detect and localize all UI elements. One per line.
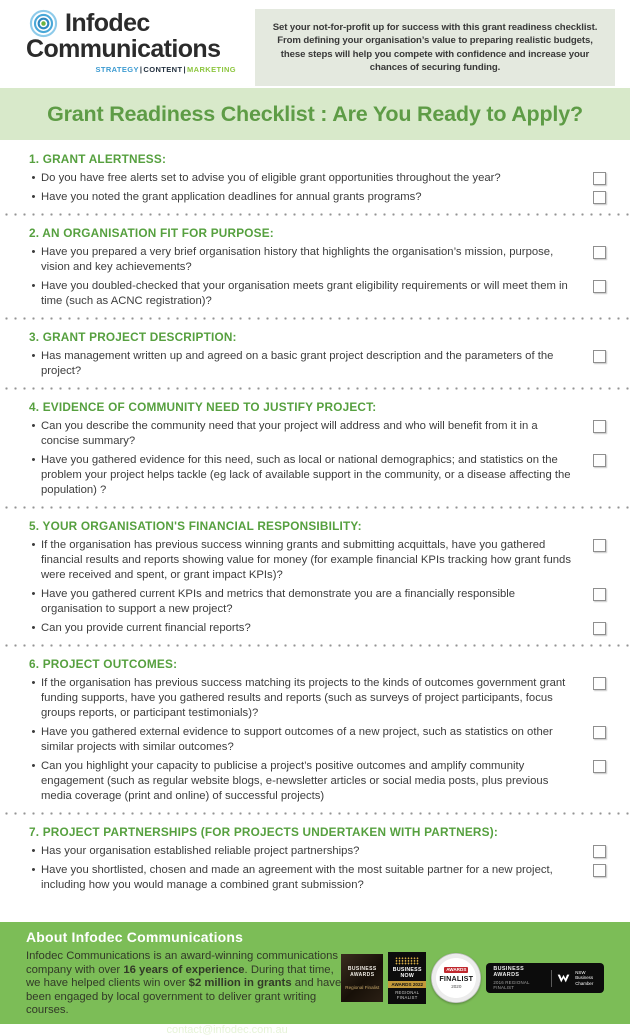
dotted-separator (0, 506, 630, 509)
award-badge-nsw-business-chamber (486, 963, 604, 993)
footer-row (26, 950, 604, 1018)
checklist-section (26, 330, 606, 379)
footer-body-segment: 16 years of experience (123, 963, 245, 976)
checklist-section (26, 519, 606, 636)
bullet-icon: • (31, 350, 36, 362)
bullet-icon: • (31, 172, 36, 184)
checklist-item (26, 171, 606, 186)
checklist-item (26, 676, 606, 721)
checklist-section (26, 657, 606, 804)
award-badge-regional-finalist (341, 954, 383, 1002)
badge-text-block (493, 966, 546, 990)
tagline-content: CONTENT (143, 65, 183, 74)
section-heading: 6. PROJECT OUTCOMES: (29, 657, 178, 671)
section-heading: 2. AN ORGANISATION FIT FOR PURPOSE: (29, 226, 274, 240)
bullet-icon: • (31, 588, 36, 600)
logo-row (26, 9, 238, 38)
section-heading: 5. YOUR ORGANISATION'S FINANCIAL RESPONSIBILITY: (29, 519, 362, 533)
checklist-item-text: Has your organisation established reliable project partnerships? (41, 845, 360, 857)
footer-body-segment: $2 million in grants (188, 977, 292, 989)
bullet-icon: • (31, 726, 36, 738)
checklist-item (26, 538, 606, 583)
badge-dots-decoration (395, 957, 419, 965)
checklist-item-text: Have you gathered current KPIs and metrics that demonstrate you are a financially responsible organisation to support a new project? (41, 588, 516, 615)
dotted-separator (0, 387, 630, 390)
badge-divider (551, 970, 552, 987)
bullet-icon: • (31, 677, 36, 689)
badge-title: BUSINESS NOW (392, 966, 422, 979)
bullet-icon: • (31, 420, 36, 432)
award-badge-business-now-2022 (388, 952, 426, 1004)
medal-tag: AWARDS (446, 967, 467, 973)
footer-body-segment: . During that time, we have helped clients win over (26, 963, 334, 989)
checklist-item (26, 190, 606, 205)
title-banner (0, 88, 630, 140)
checklist-item-text: Have you doubled-checked that your organisation meets grant eligibility requirements or will meet them in time (such as ACNC registration)? (41, 280, 568, 307)
bird-emblem-icon (557, 973, 570, 984)
section-heading: 3. GRANT PROJECT DESCRIPTION: (29, 330, 237, 344)
bullet-icon: • (31, 246, 36, 258)
checkbox[interactable] (593, 760, 606, 773)
checklist-item (26, 279, 606, 309)
checklist-item (26, 863, 606, 893)
checklist-item (26, 621, 606, 636)
footer-heading: About Infodec Communications (26, 929, 244, 945)
bullet-icon: • (31, 760, 36, 772)
bullet-icon: • (31, 454, 36, 466)
checklist-item-text: Have you noted the grant application deadlines for annual grants programs? (41, 191, 422, 203)
dotted-separator (0, 213, 630, 216)
footer-body-segment: and have been engaged by local government to deliver grant writing courses. (26, 977, 342, 1016)
checkbox[interactable] (593, 420, 606, 433)
badge-subtitle: REGIONAL FINALIST (395, 989, 420, 1000)
checklist-item-text: Have you gathered evidence for this need, such as local or national demographics; and statistics on the problem your project helps tackle (eg lack of available support in the community, or a disease affecting the population) ? (41, 454, 571, 496)
bullet-icon: • (31, 191, 36, 203)
intro-text: Set your not-for-profit up for success with this grant readiness checklist. From defining your organisation’s value to preparing realistic budgets, these steps will help you compete with confidence and increase your chances of securing funding. (272, 22, 598, 73)
checklist-item-text: Do you have free alerts set to advise you of eligible grant opportunities throughout the year? (41, 172, 501, 184)
logo-tagline (26, 65, 238, 74)
checklist-section (26, 152, 606, 205)
checkbox[interactable] (593, 864, 606, 877)
section-heading: 7. PROJECT PARTNERSHIPS (FOR PROJECTS UNDERTAKEN WITH PARTNERS): (29, 825, 498, 839)
checkbox[interactable] (593, 677, 606, 690)
checklist-item (26, 759, 606, 804)
checklist-item (26, 587, 606, 617)
checkbox[interactable] (593, 845, 606, 858)
bullet-icon: • (31, 864, 36, 876)
contact-email: contact@infodec.com.au (166, 1023, 288, 1036)
badge-title: AWARDS (350, 972, 375, 978)
section-heading: 1. GRANT ALERTNESS: (29, 152, 167, 166)
badge-title: BUSINESS AWARDS (493, 966, 525, 979)
checkbox[interactable] (593, 588, 606, 601)
footer (0, 922, 630, 1036)
checklist-item-text: If the organisation has previous success matching its projects to the kinds of outcomes government grant funding supports, have you gathered results and reports (such as surveys of project participants, focus groups reports, or participant testimonials)? (41, 677, 566, 719)
checklist-item-text: Have you shortlisted, chosen and made an agreement with the most suitable partner for a new project, including how you would manage a combined grant submission? (41, 864, 553, 891)
dotted-separator (0, 644, 630, 647)
bullet-icon: • (31, 280, 36, 292)
badge-title: BUSINESS (347, 965, 377, 972)
checklist-item (26, 245, 606, 275)
checklist-item (26, 844, 606, 859)
checkbox[interactable] (593, 539, 606, 552)
checklist-item-text: Can you highlight your capacity to publicise a project’s positive outcomes and amplify community engagement (such as regular website blogs, e-newsletter articles or social media posts, plus previous media coverage (print and online) of successful projects) (41, 760, 549, 802)
award-medal-finalist-2020 (431, 953, 481, 1003)
checklist-item-text: Has management written up and agreed on a basic grant project description and the parameters of the project? (41, 350, 554, 377)
concentric-circles-logo-icon (29, 9, 58, 38)
bullet-icon: • (31, 845, 36, 857)
bullet-icon: • (31, 539, 36, 551)
checkbox[interactable] (593, 280, 606, 293)
dotted-separator (0, 812, 630, 815)
checklist-item-text: Have you gathered external evidence to support outcomes of a new project, such as statistics on other similar projects with similar outcomes? (41, 726, 553, 753)
checklist-item-text: If the organisation has previous success winning grants and submitting acquittals, have you gathered financial results and reports showing value for money (for example financial KPIs tracking how grant funds were received and spent, or grant impact KPIs)? (41, 539, 571, 581)
footer-body-segment: Infodec Communications is an award-winning communications company with over (26, 950, 339, 976)
checklist (0, 140, 630, 922)
medal-year: 2020 (451, 984, 462, 990)
checklist-section (26, 400, 606, 498)
medal-title: FINALIST (439, 973, 474, 983)
checklist-item-text: Can you describe the community need that your project will address and who will benefit from it in a concise summary? (41, 420, 538, 447)
page-title: Grant Readiness Checklist : Are You Ready to Apply? (47, 101, 583, 126)
checkbox[interactable] (593, 246, 606, 259)
checklist-item (26, 725, 606, 755)
tagline-separator: | (139, 65, 143, 74)
checklist-item (26, 419, 606, 449)
badge-subtitle: 2016 REGIONAL FINALIST (493, 979, 530, 990)
logo-name-line2: Communications (26, 35, 221, 63)
bullet-icon: • (31, 622, 36, 634)
checklist-item (26, 349, 606, 379)
footer-body (26, 950, 341, 1018)
section-heading: 4. EVIDENCE OF COMMUNITY NEED TO JUSTIFY PROJECT: (29, 400, 377, 414)
contact-company-name: Infodec Communications (26, 1023, 158, 1036)
contact-separator: | (160, 1023, 164, 1036)
checklist-item (26, 453, 606, 498)
checkbox[interactable] (593, 454, 606, 467)
checklist-section (26, 226, 606, 309)
checkbox[interactable] (593, 191, 606, 204)
award-badges (341, 952, 604, 1004)
badge-subtitle: Regional Finalist (345, 985, 380, 991)
tagline-separator: | (183, 65, 186, 74)
checkbox[interactable] (593, 172, 606, 185)
footer-contact (26, 1024, 604, 1036)
tagline-marketing: MARKETING (186, 65, 236, 74)
checklist-item-text: Can you provide current financial reports? (41, 622, 251, 634)
infodec-logo (26, 9, 238, 74)
tagline-strategy: STRATEGY (95, 65, 139, 74)
logo-name-line1: Infodec (65, 9, 150, 37)
checkbox[interactable] (593, 726, 606, 739)
checkbox[interactable] (593, 350, 606, 363)
badge-org-name: NSW Business Chamber (575, 969, 594, 986)
checklist-section (26, 825, 606, 893)
header (0, 0, 630, 88)
checklist-item-text: Have you prepared a very brief organisation history that highlights the organisation’s mission, purpose, vision and key achievements? (41, 246, 554, 273)
dotted-separator (0, 317, 630, 320)
checkbox[interactable] (593, 622, 606, 635)
badge-award-bar: AWARDS 2022 (388, 981, 426, 988)
intro-box (255, 9, 615, 86)
